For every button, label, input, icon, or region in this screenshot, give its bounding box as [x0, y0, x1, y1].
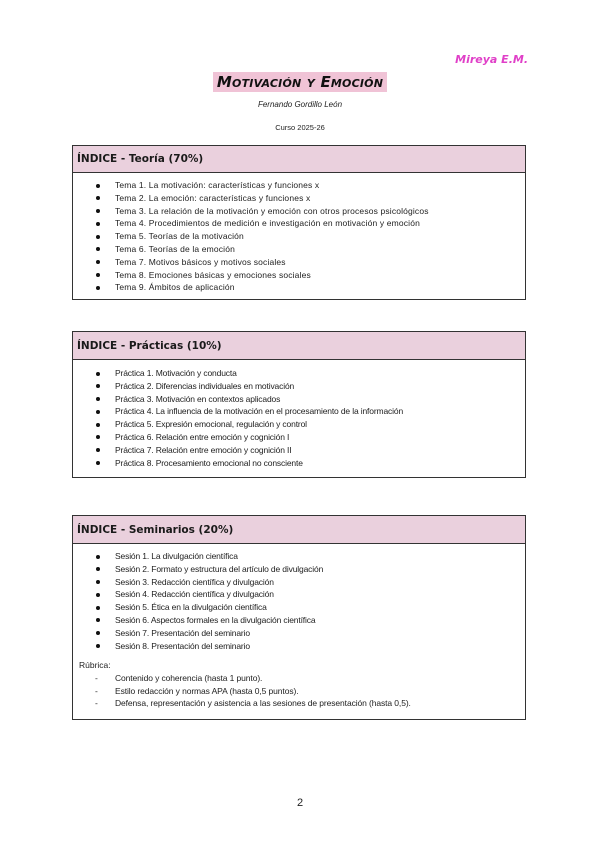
teoria-item-text: Tema 6. Teorías de la emoción: [115, 243, 235, 254]
practica-item-text: Práctica 4. La influencia de la motivación en el procesamiento de la información: [115, 406, 404, 417]
bullet-icon: [96, 448, 100, 452]
bullet-icon: [96, 461, 100, 465]
teoria-item-text: Tema 2. La emoción: características y funciones x: [115, 192, 311, 203]
bullet-icon: [96, 580, 100, 584]
bullet-icon: [96, 410, 100, 414]
rubrica-item-text: Defensa, representación y asistencia a las sesiones de presentación (hasta 0,5).: [115, 698, 411, 709]
practica-item: [79, 444, 519, 457]
bullet-icon: [96, 435, 100, 439]
practica-item: [79, 457, 519, 470]
section-seminarios-heading-text: ÍNDICE - Seminarios (20%): [77, 523, 234, 536]
bullet-icon: [96, 631, 100, 635]
bullet-icon: [96, 286, 100, 290]
teoria-item: [79, 281, 519, 294]
practica-item: [79, 367, 519, 380]
section-seminarios-body: [73, 544, 525, 714]
sesion-item-text: Sesión 7. Presentación del seminario: [115, 627, 250, 638]
practica-item: [79, 380, 519, 393]
document-title: Motivación y Emoción: [213, 72, 387, 92]
bullet-icon: [96, 593, 100, 597]
teoria-item: [79, 256, 519, 269]
bullet-icon: [96, 273, 100, 277]
bullet-icon: [96, 196, 100, 200]
bullet-icon: [96, 397, 100, 401]
sesion-item: [79, 640, 519, 653]
teoria-item: [79, 243, 519, 256]
sesion-item-text: Sesión 6. Aspectos formales en la divulgación científica: [115, 614, 316, 625]
teoria-item: [79, 205, 519, 218]
rubrica-item: [79, 685, 519, 698]
teoria-item: [79, 192, 519, 205]
dash-icon: -: [95, 698, 98, 709]
section-teoria-heading: [73, 146, 525, 173]
section-practicas-heading-text: ÍNDICE - Prácticas (10%): [77, 339, 222, 352]
section-practicas-body: [73, 360, 525, 473]
teoria-item-text: Tema 8. Emociones básicas y emociones sociales: [115, 269, 311, 280]
seminarios-list: [79, 550, 519, 652]
section-seminarios: [72, 515, 526, 720]
page-number: 2: [296, 797, 304, 809]
bullet-icon: [96, 222, 100, 226]
bullet-icon: [96, 209, 100, 213]
teoria-item: [79, 269, 519, 282]
sesion-item-text: Sesión 5. Ética en la divulgación científica: [115, 602, 267, 613]
section-practicas: [72, 331, 526, 478]
practica-item-text: Práctica 3. Motivación en contextos aplicados: [115, 393, 281, 404]
teoria-item-text: Tema 4. Procedimientos de medición e investigación en motivación y emoción: [115, 218, 420, 229]
section-practicas-heading: [73, 332, 525, 360]
bullet-icon: [96, 423, 100, 427]
bullet-icon: [96, 384, 100, 388]
rubrica-label: Rúbrica:: [79, 660, 111, 671]
bullet-icon: [96, 555, 100, 559]
bullet-icon: [96, 606, 100, 610]
sesion-item-text: Sesión 1. La divulgación científica: [115, 551, 238, 561]
teoria-list: [79, 179, 519, 294]
sesion-item: [79, 614, 519, 627]
rubrica-item: [79, 697, 519, 710]
teoria-item: [79, 217, 519, 230]
practica-item: [79, 393, 519, 406]
section-teoria-body: [73, 173, 525, 298]
teoria-item-text: Tema 7. Motivos básicos y motivos sociales: [115, 256, 286, 267]
bullet-icon: [96, 618, 100, 622]
sesion-item-text: Sesión 3. Redacción científica y divulgación: [115, 576, 274, 587]
course-year: Curso 2025-26: [275, 123, 325, 132]
bullet-icon: [96, 567, 100, 571]
teoria-item-text: Tema 9. Ámbitos de aplicación: [115, 282, 235, 293]
rubrica-item: [79, 672, 519, 685]
teoria-item-text: Tema 1. La motivación: características y funciones x: [115, 180, 320, 190]
bullet-icon: [96, 235, 100, 239]
practica-item-text: Práctica 5. Expresión emocional, regulación y control: [115, 419, 307, 430]
teoria-item-text: Tema 3. La relación de la motivación y emoción con otros procesos psicológicos: [115, 205, 429, 216]
rubrica-item-text: Estilo redacción y normas APA (hasta 0,5 puntos).: [115, 685, 299, 696]
dash-icon: -: [95, 673, 98, 684]
sesion-item: [79, 588, 519, 601]
sesion-item: [79, 563, 519, 576]
practica-item-text: Práctica 1. Motivación y conducta: [115, 368, 237, 378]
practica-item: [79, 431, 519, 444]
dash-icon: -: [95, 685, 98, 696]
document-author: Fernando Gordillo León: [257, 100, 343, 109]
bullet-icon: [96, 644, 100, 648]
practica-item-text: Práctica 8. Procesamiento emocional no consciente: [115, 457, 303, 468]
practica-item-text: Práctica 7. Relación entre emoción y cognición II: [115, 444, 292, 455]
sesion-item: [79, 601, 519, 614]
sesion-item: [79, 576, 519, 589]
sesion-item-text: Sesión 2. Formato y estructura del artículo de divulgación: [115, 563, 324, 574]
rubrica-item-text: Contenido y coherencia (hasta 1 punto).: [115, 673, 263, 684]
practica-item: [79, 405, 519, 418]
sesion-item: [79, 550, 519, 563]
teoria-item: [79, 179, 519, 192]
practica-item: [79, 418, 519, 431]
practica-item-text: Práctica 6. Relación entre emoción y cognición I: [115, 431, 290, 442]
title-wrap: [0, 72, 600, 92]
section-seminarios-heading: [73, 516, 525, 544]
practicas-list: [79, 367, 519, 469]
section-teoria-heading-text: ÍNDICE - Teoría (70%): [77, 153, 204, 165]
bullet-icon: [96, 372, 100, 376]
teoria-item-text: Tema 5. Teorías de la motivación: [115, 231, 244, 242]
sesion-item: [79, 627, 519, 640]
bullet-icon: [96, 247, 100, 251]
sesion-item-text: Sesión 4. Redacción científica y divulgación: [115, 589, 274, 600]
bullet-icon: [96, 260, 100, 264]
practica-item-text: Práctica 2. Diferencias individuales en motivación: [115, 380, 295, 391]
sesion-item-text: Sesión 8. Presentación del seminario: [115, 640, 250, 651]
rubrica-list: [79, 672, 519, 710]
teoria-item: [79, 230, 519, 243]
section-teoria: [72, 145, 526, 300]
author-tag: Mireya E.M.: [455, 53, 528, 66]
bullet-icon: [96, 184, 100, 188]
